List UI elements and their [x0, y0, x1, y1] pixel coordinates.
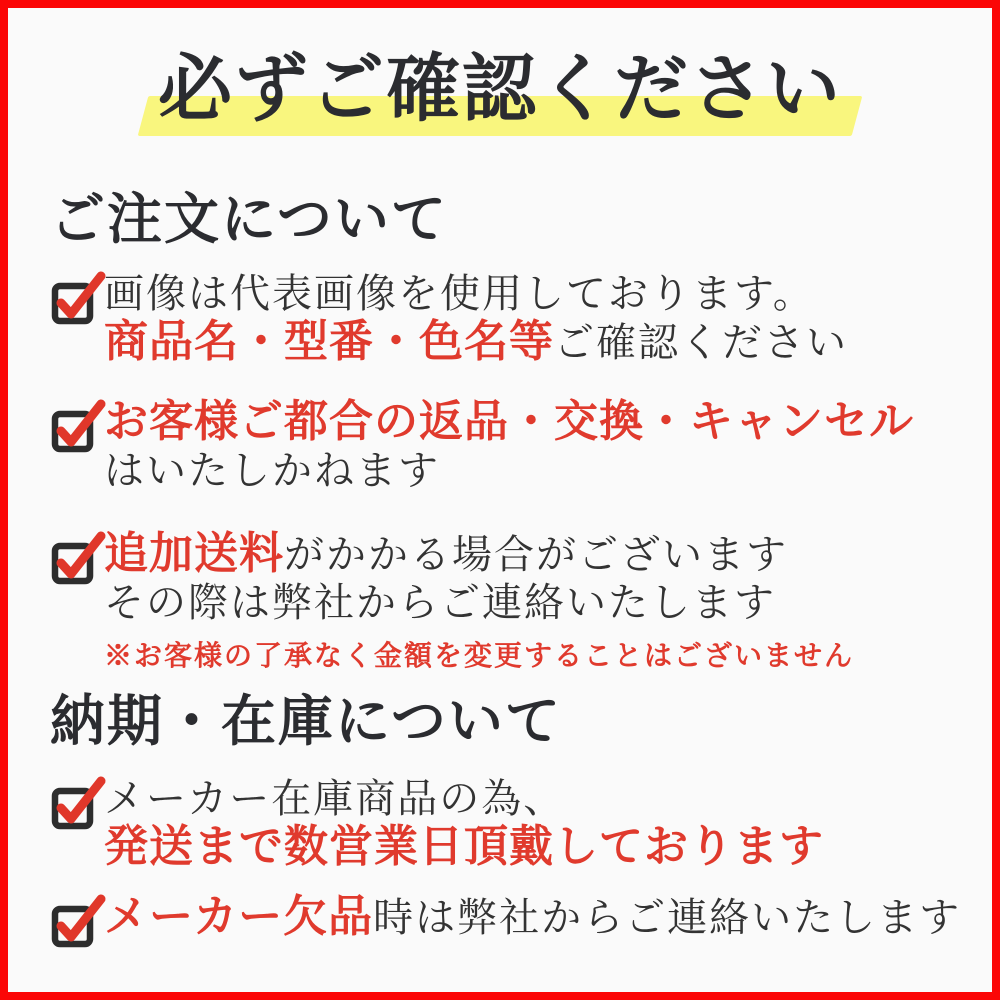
checklist-item — [52, 893, 961, 947]
checkbox-checked-icon — [52, 272, 104, 324]
item-text — [104, 775, 824, 872]
item-line — [104, 823, 824, 872]
item-text-segment: その際は弊社からご連絡いたします — [104, 580, 776, 625]
item-line — [104, 447, 914, 495]
title-block — [8, 44, 992, 154]
item-text-segment: ご確認ください — [554, 320, 848, 365]
item-text-segment-emphasis: メーカー欠品 — [104, 892, 374, 941]
item-text-segment: メーカー在庫商品の為、 — [104, 776, 566, 821]
item-text-segment-emphasis: 発送まで数営業日頂戴しております — [104, 822, 824, 871]
item-text — [104, 398, 914, 495]
checkbox-checked-icon — [52, 400, 104, 452]
item-line — [104, 270, 848, 318]
item-text-segment-emphasis: 追加送料 — [104, 529, 284, 578]
page-title: 必ずご確認ください — [158, 49, 842, 131]
item-line — [104, 318, 848, 367]
checklist-item — [52, 530, 854, 682]
item-note-segment: ※お客様の了承なく金額を変更することはございません — [104, 641, 855, 672]
item-text-segment: 時は弊社からご連絡いたします — [373, 895, 962, 940]
checklist-item — [52, 398, 914, 495]
item-line — [104, 398, 914, 447]
item-line — [104, 579, 854, 627]
item-line — [104, 893, 961, 942]
checkbox-checked-icon — [52, 895, 104, 947]
item-text — [104, 530, 854, 682]
item-text — [104, 893, 961, 942]
item-text-segment: はいたしかねます — [104, 448, 440, 493]
item-text — [104, 270, 848, 367]
item-note-line — [104, 627, 854, 682]
section-heading-stock: 納期・在庫について — [50, 691, 562, 752]
item-text-segment-emphasis: お客様ご都合の返品・交換・キャンセル — [104, 397, 914, 446]
item-line — [104, 775, 824, 823]
item-text-segment-emphasis: 商品名・型番・色名等 — [104, 317, 554, 366]
section-heading-orders: ご注文について — [50, 189, 448, 250]
item-text-segment: 画像は代表画像を使用しております。 — [104, 271, 815, 316]
checklist-item — [52, 775, 824, 872]
checklist-item — [52, 270, 848, 367]
item-text-segment: がかかる場合がございます — [284, 532, 788, 577]
item-line — [104, 530, 854, 579]
checkbox-checked-icon — [52, 532, 104, 584]
checkbox-checked-icon — [52, 777, 104, 829]
